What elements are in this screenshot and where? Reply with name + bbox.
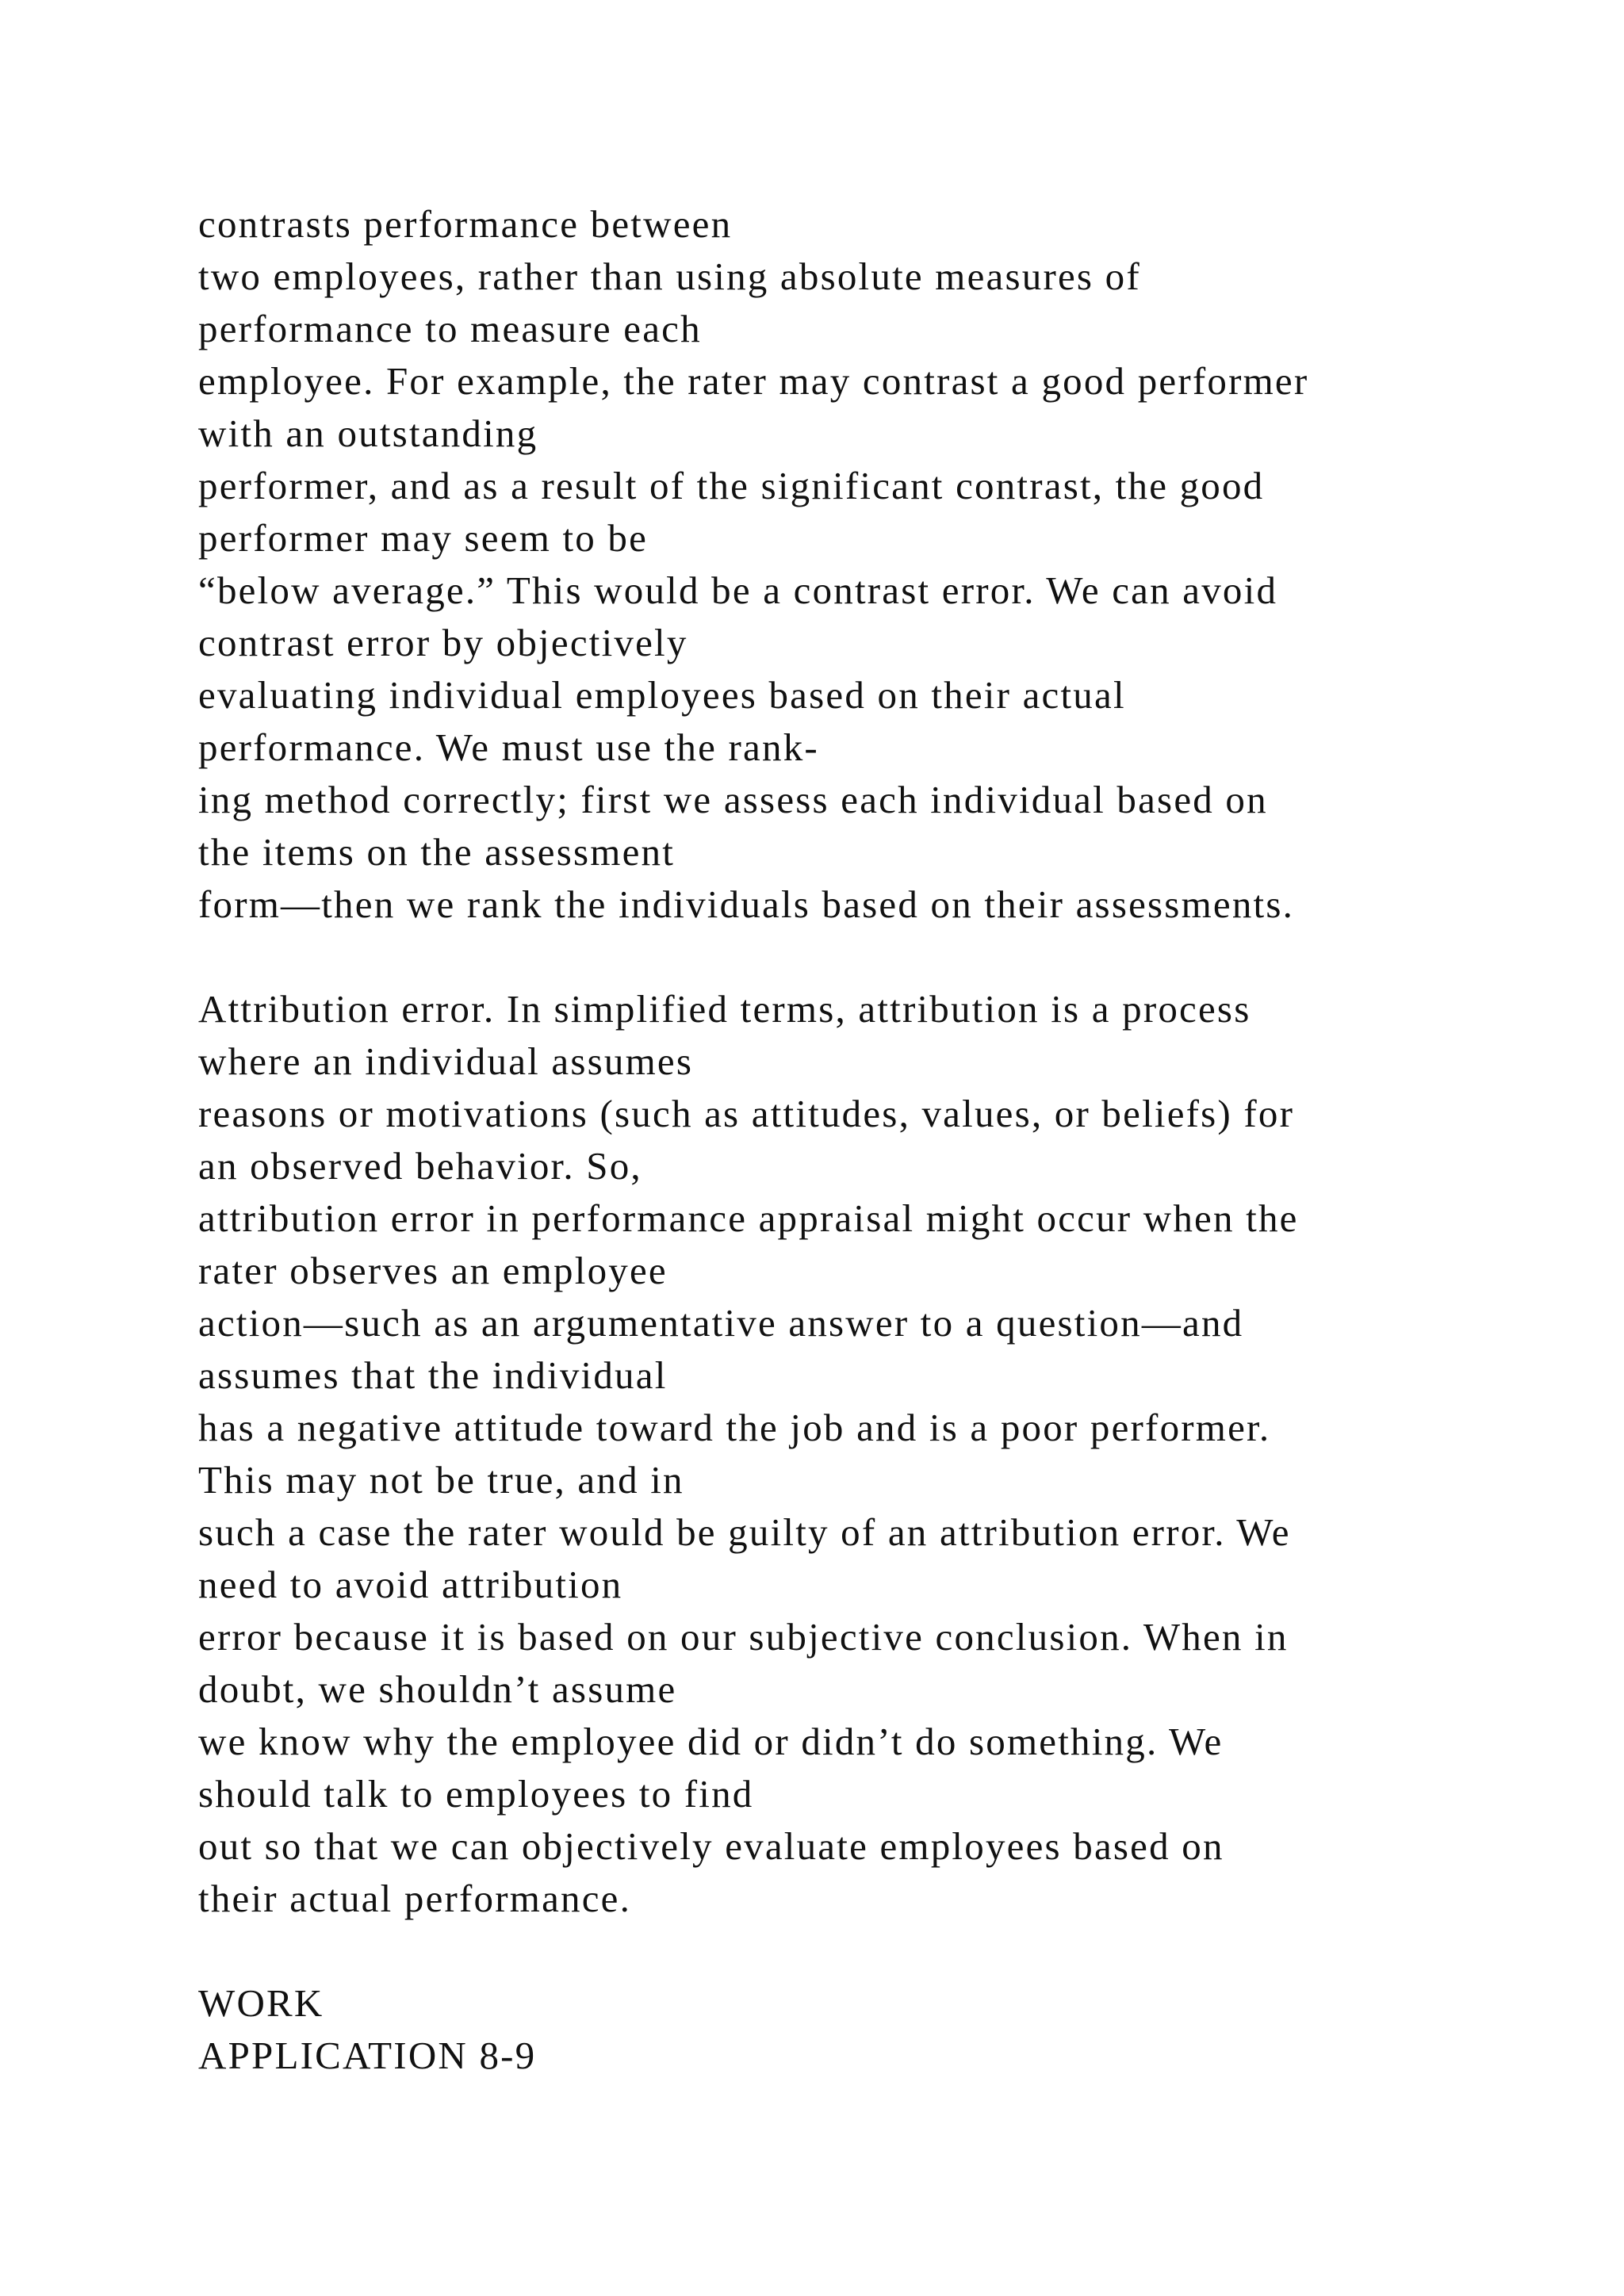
text-line: performer, and as a result of the significant contrast, the good — [198, 464, 1265, 507]
text-line: rater observes an employee — [198, 1249, 668, 1292]
text-line: attribution error in performance appraisal might occur when the — [198, 1196, 1299, 1240]
text-line: where an individual assumes — [198, 1039, 694, 1083]
text-line: contrasts performance between — [198, 202, 733, 246]
text-line: action—such as an argumentative answer to a question—and — [198, 1301, 1244, 1345]
text-line: out so that we can objectively evaluate employees based on — [198, 1824, 1224, 1868]
text-line: performance. We must use the rank- — [198, 725, 819, 769]
text-line: Attribution error. In simplified terms, attribution is a process — [198, 987, 1251, 1031]
paragraph-attribution-error — [198, 983, 1467, 1925]
text-line: performer may seem to be — [198, 516, 649, 560]
section-heading-work-application — [198, 1977, 1467, 2082]
text-line: performance to measure each — [198, 307, 702, 350]
paragraph-contrast-error — [198, 198, 1467, 931]
text-line: ing method correctly; first we assess each individual based on — [198, 778, 1268, 821]
paragraph-spacer — [198, 931, 1467, 983]
text-line: employee. For example, the rater may contrast a good performer — [198, 359, 1309, 403]
text-line: two employees, rather than using absolute measures of — [198, 254, 1141, 298]
text-line: we know why the employee did or didn’t do something. We — [198, 1720, 1224, 1763]
text-line: reasons or motivations (such as attitudes, values, or beliefs) for — [198, 1092, 1295, 1135]
text-line: their actual performance. — [198, 1877, 632, 1920]
heading-line: APPLICATION 8-9 — [198, 2034, 537, 2077]
text-line: “below average.” This would be a contrast error. We can avoid — [198, 568, 1278, 612]
heading-line: WORK — [198, 1981, 324, 2025]
text-line: doubt, we shouldn’t assume — [198, 1667, 677, 1711]
text-line: need to avoid attribution — [198, 1563, 623, 1606]
text-line: an observed behavior. So, — [198, 1144, 642, 1188]
text-line: such a case the rater would be guilty of an attribution error. We — [198, 1510, 1291, 1554]
paragraph-spacer — [198, 1925, 1467, 1977]
text-line: contrast error by objectively — [198, 621, 688, 664]
text-line: form—then we rank the individuals based on their assessments. — [198, 882, 1295, 926]
text-line: with an outstanding — [198, 411, 538, 455]
document-page — [198, 198, 1467, 2082]
text-line: evaluating individual employees based on their actual — [198, 673, 1126, 717]
text-line: has a negative attitude toward the job and is a poor performer. — [198, 1406, 1271, 1449]
text-line: assumes that the individual — [198, 1353, 668, 1397]
text-line: the items on the assessment — [198, 830, 676, 874]
text-line: error because it is based on our subjective conclusion. When in — [198, 1615, 1289, 1659]
text-line: should talk to employees to find — [198, 1772, 754, 1816]
text-line: This may not be true, and in — [198, 1458, 684, 1502]
